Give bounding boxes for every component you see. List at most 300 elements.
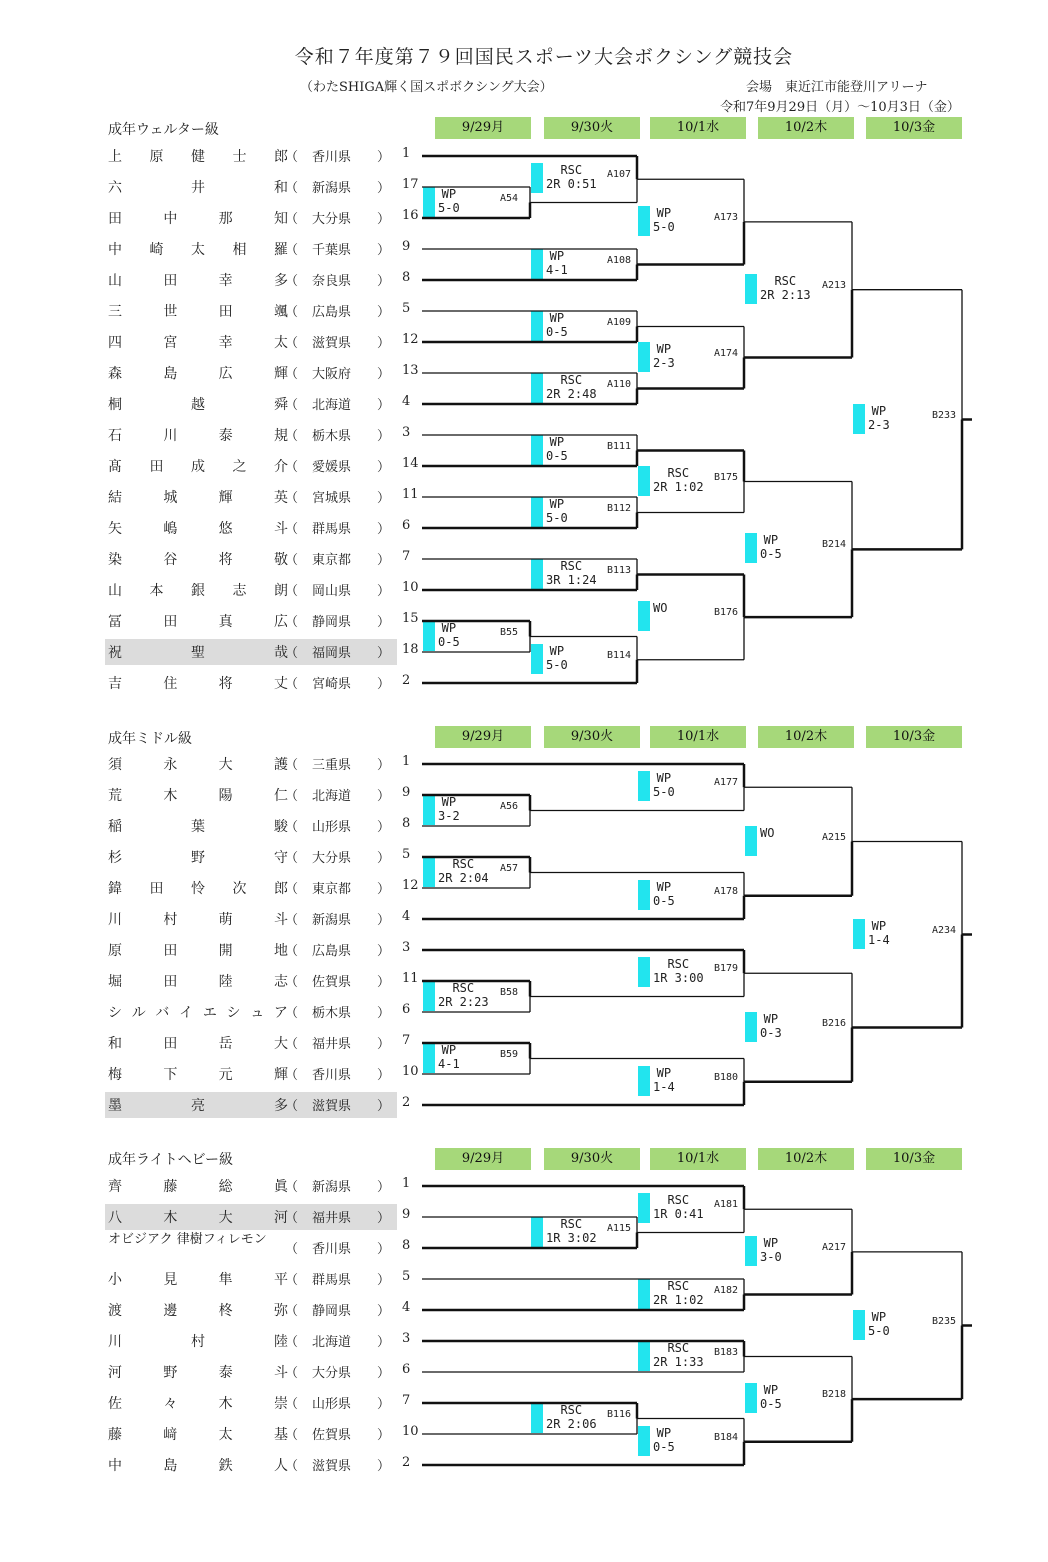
- paren-close: ）: [377, 243, 391, 258]
- bout-code: A177: [714, 777, 739, 789]
- boxer-name: 田 中 那 知: [108, 211, 288, 227]
- boxer-seed: 1: [402, 146, 411, 161]
- boxer-prefecture: 佐賀県: [312, 1428, 352, 1443]
- boxer-prefecture: 滋賀県: [312, 1459, 352, 1474]
- boxer-prefecture: 広島県: [312, 305, 352, 320]
- bout-result-detail: 1R 3:02: [546, 1230, 597, 1245]
- bout-code: A107: [607, 169, 632, 181]
- bout-result-type: WP: [763, 1235, 779, 1250]
- day-header: 9/29月: [435, 726, 531, 748]
- paren-open: （: [285, 1335, 299, 1350]
- boxer-seed: 9: [402, 785, 411, 800]
- boxer-name: 桐 越 舜: [108, 397, 288, 413]
- bout-result-detail: 0-3: [760, 1025, 782, 1040]
- boxer-seed: 5: [402, 1269, 411, 1284]
- bout-result-detail: 0-5: [438, 634, 460, 649]
- paren-close: ）: [377, 150, 391, 165]
- bout-code: A178: [714, 885, 739, 897]
- boxer-seed: 1: [402, 754, 411, 769]
- boxer-name: 原 田 開 地: [108, 943, 288, 959]
- boxer-prefecture: 北海道: [312, 398, 352, 413]
- boxer-prefecture: 奈良県: [312, 274, 352, 289]
- boxer-name: 三 世 田 颯: [108, 304, 288, 320]
- paren-close: ）: [377, 820, 391, 835]
- boxer-seed: 8: [402, 270, 411, 285]
- paren-close: ）: [377, 944, 391, 959]
- boxer-name: 八 木 大 河: [108, 1210, 288, 1226]
- paren-open: （: [285, 150, 299, 165]
- day-header: 10/1水: [650, 1148, 746, 1170]
- paren-close: ）: [377, 491, 391, 506]
- boxer-seed: 12: [402, 878, 419, 893]
- paren-close: ）: [377, 1366, 391, 1381]
- paren-close: ）: [377, 367, 391, 382]
- bout-result-detail: 0-5: [653, 893, 675, 908]
- paren-open: （: [285, 1397, 299, 1412]
- bout-result-detail: 4-1: [438, 1056, 460, 1071]
- bout-result-type: WP: [871, 918, 887, 933]
- paren-close: ）: [377, 398, 391, 413]
- paren-close: ）: [377, 851, 391, 866]
- day-header: 10/2木: [758, 117, 854, 139]
- bout-result-type: RSC: [560, 558, 583, 573]
- boxer-seed: 4: [402, 909, 411, 924]
- paren-open: （: [285, 181, 299, 196]
- boxer-seed: 10: [402, 1064, 419, 1079]
- bout-result-detail: 5-0: [868, 1323, 890, 1338]
- bout-result-type: RSC: [774, 273, 797, 288]
- boxer-prefecture: 群馬県: [312, 522, 352, 537]
- boxer-seed: 2: [402, 673, 411, 688]
- day-header: 10/2木: [758, 1148, 854, 1170]
- boxer-prefecture: 群馬県: [312, 1273, 352, 1288]
- boxer-prefecture: 滋賀県: [312, 336, 352, 351]
- paren-open: （: [285, 944, 299, 959]
- day-header: 9/30火: [544, 117, 640, 139]
- boxer-prefecture: 広島県: [312, 944, 352, 959]
- bout-result-detail: 2R 0:51: [546, 177, 597, 192]
- division-title: 成年ウェルター級: [108, 122, 219, 138]
- boxer-prefecture: 大阪府: [312, 367, 352, 382]
- bout-result-type: WP: [441, 1042, 457, 1057]
- boxer-name: 佐 々 木 崇: [108, 1396, 288, 1412]
- bout-code: A181: [714, 1199, 739, 1211]
- bout-result-type: WP: [656, 205, 672, 220]
- paren-open: （: [285, 1211, 299, 1226]
- paren-open: （: [285, 789, 299, 804]
- bout-code: A57: [500, 862, 519, 874]
- bout-code: B113: [607, 564, 632, 576]
- boxer-name: 川 村 萌 斗: [108, 912, 288, 928]
- bout-code: B59: [500, 1048, 519, 1060]
- bout-result-detail: 5-0: [653, 785, 675, 800]
- boxer-prefecture: 新潟県: [312, 1180, 352, 1195]
- bout-result-detail: 5-0: [546, 657, 568, 672]
- bout-code: A174: [714, 347, 739, 359]
- paren-open: （: [285, 212, 299, 227]
- bout-result-detail: 3-0: [760, 1249, 782, 1264]
- bout-result-detail: 3R 1:24: [546, 572, 597, 587]
- paren-open: （: [285, 460, 299, 475]
- page-subtitle: （わたSHIGA輝く国スポボクシング大会）: [300, 80, 553, 95]
- day-header: 10/3金: [866, 117, 962, 139]
- boxer-seed: 14: [402, 456, 419, 471]
- bout-result-type: RSC: [667, 1193, 690, 1208]
- bout-result-type: WP: [549, 310, 565, 325]
- bout-result-type: RSC: [452, 980, 475, 995]
- bout-result-type: WP: [871, 403, 887, 418]
- boxer-seed: 7: [402, 549, 411, 564]
- paren-close: ）: [377, 789, 391, 804]
- day-header: 10/2木: [758, 726, 854, 748]
- boxer-prefecture: 静岡県: [312, 615, 352, 630]
- boxer-name: 梅 下 元 輝: [108, 1067, 288, 1083]
- boxer-name: 矢 嶋 悠 斗: [108, 521, 288, 537]
- paren-open: （: [285, 584, 299, 599]
- boxer-name: 鍏 田 怜 次 郎: [108, 881, 288, 897]
- paren-close: ）: [377, 1037, 391, 1052]
- boxer-name: 河 野 泰 斗: [108, 1365, 288, 1381]
- bout-result-type: WP: [441, 186, 457, 201]
- bout-result-type: WP: [763, 1383, 779, 1398]
- bout-code: B116: [607, 1408, 632, 1420]
- paren-open: （: [285, 1099, 299, 1114]
- bout-result-detail: 2-3: [653, 355, 675, 370]
- paren-close: ）: [377, 274, 391, 289]
- boxer-prefecture: 千葉県: [312, 243, 352, 258]
- boxer-name: 須 永 大 護: [108, 757, 288, 773]
- bout-result-type: WP: [656, 1065, 672, 1080]
- paren-open: （: [285, 615, 299, 630]
- boxer-prefecture: 北海道: [312, 789, 352, 804]
- date-range-label: 令和7年9月29日（月）〜10月3日（金）: [720, 100, 960, 115]
- bout-result-type: RSC: [560, 372, 583, 387]
- bout-result-detail: 2R 1:33: [653, 1354, 704, 1369]
- boxer-prefecture: 福岡県: [312, 646, 352, 661]
- paren-close: ）: [377, 522, 391, 537]
- bout-code: B184: [714, 1431, 739, 1443]
- paren-close: ）: [377, 1335, 391, 1350]
- boxer-prefecture: 滋賀県: [312, 1099, 352, 1114]
- paren-close: ）: [377, 584, 391, 599]
- bout-code: B58: [500, 986, 519, 998]
- boxer-seed: 5: [402, 301, 411, 316]
- boxer-name: 六 井 和: [108, 180, 288, 196]
- boxer-prefecture: 香川県: [312, 150, 352, 165]
- boxer-seed: 8: [402, 816, 411, 831]
- paren-open: （: [285, 398, 299, 413]
- boxer-name: 藤 﨑 太 基: [108, 1427, 288, 1443]
- boxer-seed: 9: [402, 1207, 411, 1222]
- bout-code: B179: [714, 963, 739, 975]
- boxer-prefecture: 東京都: [312, 882, 352, 897]
- paren-open: （: [285, 367, 299, 382]
- boxer-name: 渡 邊 柊 弥: [108, 1303, 288, 1319]
- bout-code: B233: [932, 409, 957, 421]
- bout-code: A217: [822, 1241, 847, 1253]
- day-header: 9/30火: [544, 1148, 640, 1170]
- boxer-name: 小 見 隼 平: [108, 1272, 288, 1288]
- bout-code: B175: [714, 471, 739, 483]
- paren-open: （: [285, 336, 299, 351]
- paren-close: ）: [377, 1006, 391, 1021]
- boxer-prefecture: 香川県: [312, 1242, 352, 1257]
- bout-result-detail: 1R 3:00: [653, 971, 704, 986]
- boxer-prefecture: 新潟県: [312, 913, 352, 928]
- bout-code: A110: [607, 378, 632, 390]
- day-header: 10/3金: [866, 726, 962, 748]
- paren-open: （: [285, 882, 299, 897]
- paren-open: （: [285, 522, 299, 537]
- boxer-seed: 13: [402, 363, 419, 378]
- paren-open: （: [285, 975, 299, 990]
- boxer-seed: 5: [402, 847, 411, 862]
- boxer-seed: 6: [402, 1002, 411, 1017]
- bout-result-type: WP: [656, 771, 672, 786]
- bout-result-type: WP: [763, 1011, 779, 1026]
- boxer-name: 染 谷 将 敬: [108, 552, 288, 568]
- boxer-name: 墨 亮 多: [108, 1098, 288, 1114]
- paren-open: （: [285, 1459, 299, 1474]
- boxer-prefecture: 宮崎県: [312, 677, 352, 692]
- boxer-name: 中 島 鉄 人: [108, 1458, 288, 1474]
- paren-open: （: [285, 851, 299, 866]
- boxer-seed: 8: [402, 1238, 411, 1253]
- boxer-prefecture: 山形県: [312, 1397, 352, 1412]
- boxer-prefecture: 東京都: [312, 553, 352, 568]
- boxer-name: 冨 田 真 広: [108, 614, 288, 630]
- boxer-seed: 4: [402, 394, 411, 409]
- boxer-seed: 16: [402, 208, 419, 223]
- paren-open: （: [285, 305, 299, 320]
- paren-close: ）: [377, 1180, 391, 1195]
- bout-result-detail: 2R 2:13: [760, 287, 811, 302]
- boxer-name: 山 田 幸 多: [108, 273, 288, 289]
- paren-close: ）: [377, 1068, 391, 1083]
- bout-result-type: RSC: [560, 1402, 583, 1417]
- day-header: 9/29月: [435, 1148, 531, 1170]
- paren-close: ）: [377, 1459, 391, 1474]
- boxer-name: 堀 田 陸 志: [108, 974, 288, 990]
- bout-result-detail: 2R 1:02: [653, 1292, 704, 1307]
- boxer-prefecture: 宮城県: [312, 491, 352, 506]
- paren-close: ）: [377, 615, 391, 630]
- boxer-name: 山 本 銀 志 朗: [108, 583, 288, 599]
- division-title: 成年ライトヘビー級: [108, 1152, 234, 1168]
- boxer-prefecture: 大分県: [312, 212, 352, 227]
- paren-open: （: [285, 758, 299, 773]
- boxer-name: 吉 住 将 丈: [108, 676, 288, 692]
- boxer-seed: 6: [402, 1362, 411, 1377]
- boxer-name: 結 城 輝 英: [108, 490, 288, 506]
- boxer-name: 髙 田 成 之 介: [108, 459, 288, 475]
- bout-code: A109: [607, 316, 632, 328]
- bout-result-type: RSC: [667, 465, 690, 480]
- paren-close: ）: [377, 677, 391, 692]
- boxer-name: 上 原 健 士 郎: [108, 149, 288, 165]
- bout-result-type: RSC: [560, 1216, 583, 1231]
- boxer-prefecture: 栃木県: [312, 1006, 352, 1021]
- paren-open: （: [285, 1242, 299, 1257]
- paren-open: （: [285, 1304, 299, 1319]
- boxer-name: 杉 野 守: [108, 850, 288, 866]
- bout-result-detail: 1-4: [868, 932, 890, 947]
- division-title: 成年ミドル級: [108, 731, 192, 747]
- boxer-seed: 2: [402, 1455, 411, 1470]
- boxer-seed: 10: [402, 1424, 419, 1439]
- paren-close: ）: [377, 1242, 391, 1257]
- paren-close: ）: [377, 460, 391, 475]
- bout-result-type: WP: [441, 794, 457, 809]
- bout-code: B114: [607, 649, 632, 661]
- paren-open: （: [285, 429, 299, 444]
- paren-open: （: [285, 1366, 299, 1381]
- day-header: 10/1水: [650, 726, 746, 748]
- paren-close: ）: [377, 1211, 391, 1226]
- boxer-seed: 6: [402, 518, 411, 533]
- bout-code: A173: [714, 211, 739, 223]
- bout-code: A182: [714, 1284, 739, 1296]
- bout-code: B112: [607, 502, 632, 514]
- bout-code: A115: [607, 1222, 632, 1234]
- bout-result-type: WP: [656, 341, 672, 356]
- bout-code: A54: [500, 192, 519, 204]
- paren-open: （: [285, 491, 299, 506]
- paren-close: ）: [377, 646, 391, 661]
- paren-close: ）: [377, 1428, 391, 1443]
- bout-code: A56: [500, 800, 519, 812]
- boxer-prefecture: 福井県: [312, 1211, 352, 1226]
- boxer-name: 中 崎 太 相 羅: [108, 242, 288, 258]
- boxer-name: 川 村 陸: [108, 1334, 288, 1350]
- paren-close: ）: [377, 181, 391, 196]
- bout-result-type: RSC: [667, 1340, 690, 1355]
- bout-code: A213: [822, 279, 847, 291]
- bout-result-type: RSC: [667, 957, 690, 972]
- boxer-prefecture: 三重県: [312, 758, 352, 773]
- paren-open: （: [285, 1006, 299, 1021]
- boxer-seed: 7: [402, 1033, 411, 1048]
- boxer-name: シ ル バ イ エ シ ュ ア: [108, 1005, 288, 1021]
- paren-close: ）: [377, 758, 391, 773]
- bout-result-detail: 0-5: [546, 448, 568, 463]
- paren-close: ）: [377, 975, 391, 990]
- paren-close: ）: [377, 913, 391, 928]
- paren-close: ）: [377, 429, 391, 444]
- boxer-seed: 15: [402, 611, 419, 626]
- boxer-prefecture: 福井県: [312, 1037, 352, 1052]
- boxer-seed: 12: [402, 332, 419, 347]
- boxer-name: 荒 木 陽 仁: [108, 788, 288, 804]
- boxer-name: 祝 聖 哉: [108, 645, 288, 661]
- boxer-prefecture: 佐賀県: [312, 975, 352, 990]
- boxer-name: 森 島 広 輝: [108, 366, 288, 382]
- boxer-prefecture: 山形県: [312, 820, 352, 835]
- bout-result-type: WP: [549, 496, 565, 511]
- boxer-prefecture: 静岡県: [312, 1304, 352, 1319]
- bout-result-type: WP: [871, 1309, 887, 1324]
- paren-close: ）: [377, 882, 391, 897]
- boxer-name: オビジアク 律樹フィレモン: [108, 1232, 267, 1247]
- bout-result-detail: 2-3: [868, 417, 890, 432]
- bout-result-detail: 3-2: [438, 808, 460, 823]
- paren-close: ）: [377, 1273, 391, 1288]
- paren-open: （: [285, 243, 299, 258]
- boxer-prefecture: 大分県: [312, 1366, 352, 1381]
- bout-result-type: WP: [763, 533, 779, 548]
- bout-code: B55: [500, 626, 519, 638]
- boxer-seed: 4: [402, 1300, 411, 1315]
- bout-code: A215: [822, 831, 847, 843]
- boxer-prefecture: 愛媛県: [312, 460, 352, 475]
- boxer-name: 齊 藤 総 眞: [108, 1179, 288, 1195]
- paren-open: （: [285, 1428, 299, 1443]
- bout-result-detail: 0-5: [653, 1439, 675, 1454]
- bout-result-detail: 2R 2:06: [546, 1416, 597, 1431]
- bout-code: B214: [822, 539, 847, 551]
- boxer-name: 稲 葉 駿: [108, 819, 288, 835]
- bout-result-type: WP: [549, 248, 565, 263]
- boxer-seed: 18: [402, 642, 419, 657]
- paren-close: ）: [377, 553, 391, 568]
- paren-open: （: [285, 646, 299, 661]
- day-header: 9/29月: [435, 117, 531, 139]
- bout-code: B216: [822, 1017, 847, 1029]
- paren-open: （: [285, 820, 299, 835]
- boxer-seed: 11: [402, 971, 419, 986]
- boxer-seed: 7: [402, 1393, 411, 1408]
- bout-result-type: WP: [441, 620, 457, 635]
- bout-result-detail: 0-5: [760, 547, 782, 562]
- bout-result-type: WO: [653, 601, 668, 616]
- boxer-prefecture: 北海道: [312, 1335, 352, 1350]
- paren-open: （: [285, 1273, 299, 1288]
- bout-result-detail: 0-5: [760, 1397, 782, 1412]
- bout-result-type: RSC: [667, 1278, 690, 1293]
- bout-result-type: RSC: [560, 163, 583, 178]
- bout-code: B218: [822, 1389, 847, 1401]
- bout-result-type: WP: [549, 434, 565, 449]
- boxer-name: 石 川 泰 規: [108, 428, 288, 444]
- bout-result-type: WP: [549, 643, 565, 658]
- bout-result-detail: 1R 0:41: [653, 1207, 704, 1222]
- boxer-seed: 11: [402, 487, 419, 502]
- bout-result-type: WP: [656, 1425, 672, 1440]
- bout-result-detail: 2R 2:48: [546, 386, 597, 401]
- venue-label: 会場 東近江市能登川アリーナ: [746, 80, 928, 95]
- boxer-seed: 3: [402, 425, 411, 440]
- bout-result-detail: 5-0: [438, 200, 460, 215]
- boxer-prefecture: 大分県: [312, 851, 352, 866]
- bout-code: B183: [714, 1346, 739, 1358]
- bout-result-detail: 2R 2:04: [438, 870, 489, 885]
- bout-code: B111: [607, 440, 632, 452]
- bout-result-detail: 1-4: [653, 1079, 675, 1094]
- boxer-seed: 10: [402, 580, 419, 595]
- paren-close: ）: [377, 305, 391, 320]
- paren-open: （: [285, 1180, 299, 1195]
- bout-code: B180: [714, 1071, 739, 1083]
- boxer-seed: 9: [402, 239, 411, 254]
- page-title: 令和７年度第７９回国民スポーツ大会ボクシング競技会: [294, 46, 794, 68]
- paren-close: ）: [377, 212, 391, 227]
- paren-close: ）: [377, 1397, 391, 1412]
- paren-open: （: [285, 553, 299, 568]
- paren-open: （: [285, 677, 299, 692]
- boxer-prefecture: 栃木県: [312, 429, 352, 444]
- paren-open: （: [285, 274, 299, 289]
- bout-code: A234: [932, 924, 957, 936]
